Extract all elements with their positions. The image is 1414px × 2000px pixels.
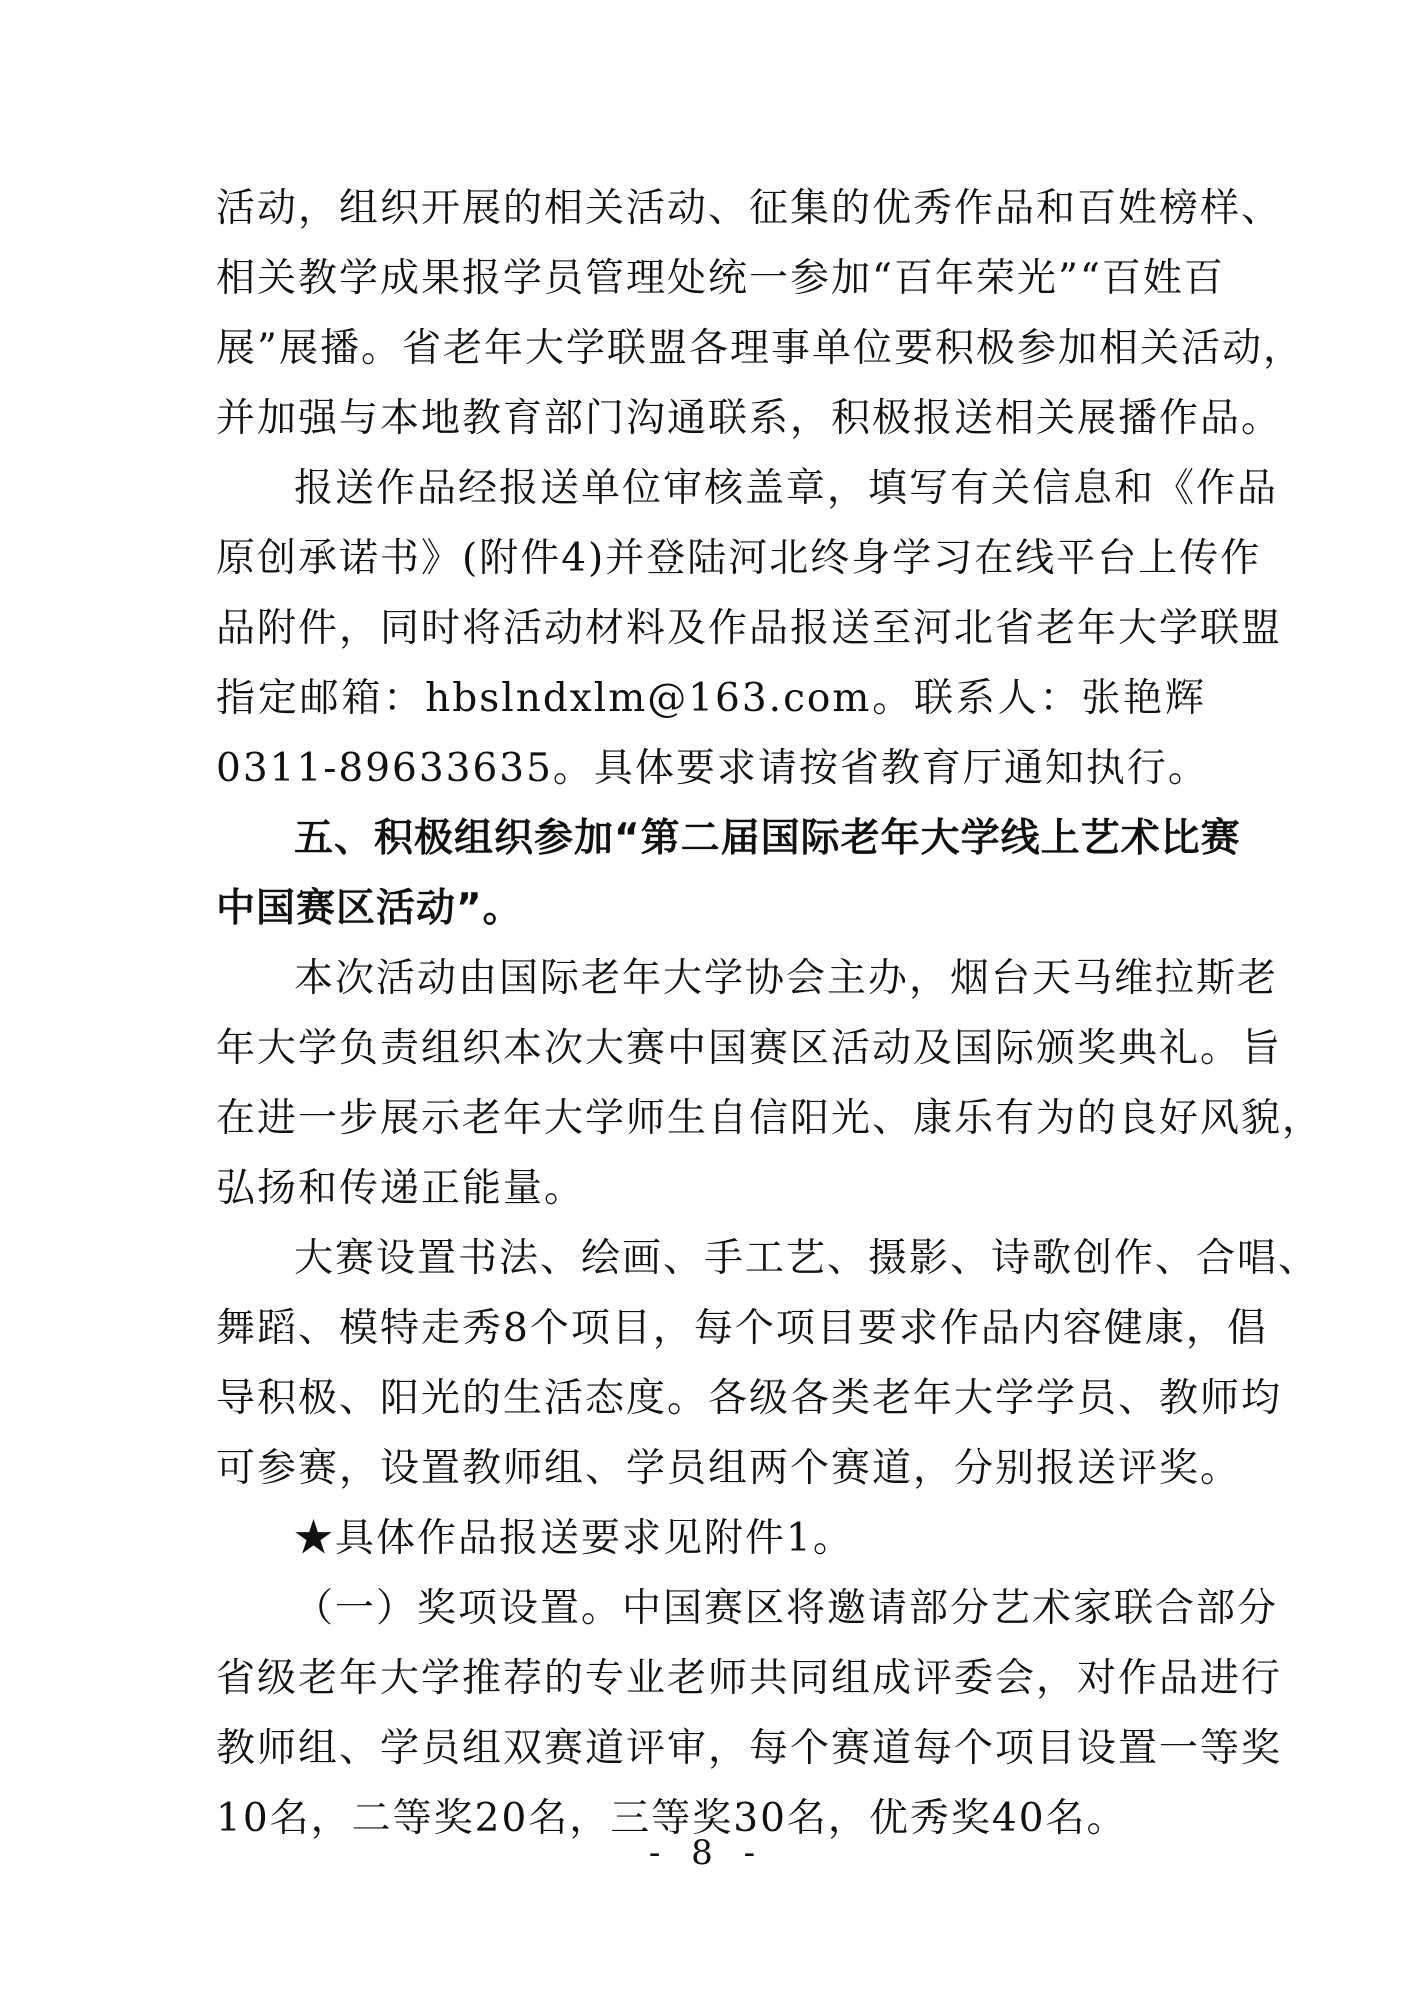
body-line: 原创承诺书》(附件4)并登陆河北终身学习在线平台上传作 (216, 536, 1262, 581)
body-line: 并加强与本地教育部门沟通联系，积极报送相关展播作品。 (216, 396, 1283, 441)
body-line: 省级老年大学推荐的专业老师共同组成评委会，对作品进行 (216, 1656, 1283, 1701)
body-line-phone: 0311-89633635。具体要求请按省教育厅通知执行。 (216, 746, 1209, 791)
body-line: 大赛设置书法、绘画、手工艺、摄影、诗歌创作、合唱、 (294, 1236, 1320, 1281)
section-heading: 五、积极组织参加“第二届国际老年大学线上艺术比赛 (294, 816, 1241, 861)
section-heading-continued: 中国赛区活动”。 (216, 886, 523, 931)
page-number: - 8 - (648, 1833, 766, 1873)
body-line: 在进一步展示老年大学师生自信阳光、康乐有为的良好风貌， (216, 1096, 1324, 1141)
attachment-note: ★具体作品报送要求见附件1。 (294, 1516, 854, 1561)
body-line: 教师组、学员组双赛道评审，每个赛道每个项目设置一等奖 (216, 1726, 1283, 1771)
body-line: （一）奖项设置。中国赛区将邀请部分艺术家联合部分 (294, 1586, 1279, 1631)
body-line: 本次活动由国际老年大学协会主办，烟台天马维拉斯老 (294, 956, 1279, 1001)
body-line: 舞蹈、模特走秀8个项目，每个项目要求作品内容健康，倡 (216, 1306, 1268, 1351)
body-line: 展”展播。省老年大学联盟各理事单位要积极参加相关活动， (216, 326, 1304, 371)
body-line: 弘扬和传递正能量。 (216, 1166, 586, 1211)
body-line: 活动，组织开展的相关活动、征集的优秀作品和百姓榜样、 (216, 186, 1283, 231)
body-line: 报送作品经报送单位审核盖章，填写有关信息和《作品 (294, 466, 1279, 511)
body-line: 品附件，同时将活动材料及作品报送至河北省老年大学联盟 (216, 606, 1283, 651)
body-line: 导积极、阳光的生活态度。各级各类老年大学学员、教师均 (216, 1376, 1283, 1421)
body-line-email: 指定邮箱：hbslndxlm@163.com。联系人：张艳辉 (216, 676, 1206, 721)
body-line: 可参赛，设置教师组、学员组两个赛道，分别报送评奖。 (216, 1446, 1242, 1491)
body-line: 年大学负责组织本次大赛中国赛区活动及国际颁奖典礼。旨 (216, 1026, 1283, 1071)
body-line: 10名，二等奖20名，三等奖30名，优秀奖40名。 (216, 1796, 1128, 1841)
body-line: 相关教学成果报学员管理处统一参加“百年荣光”“百姓百 (216, 256, 1225, 301)
